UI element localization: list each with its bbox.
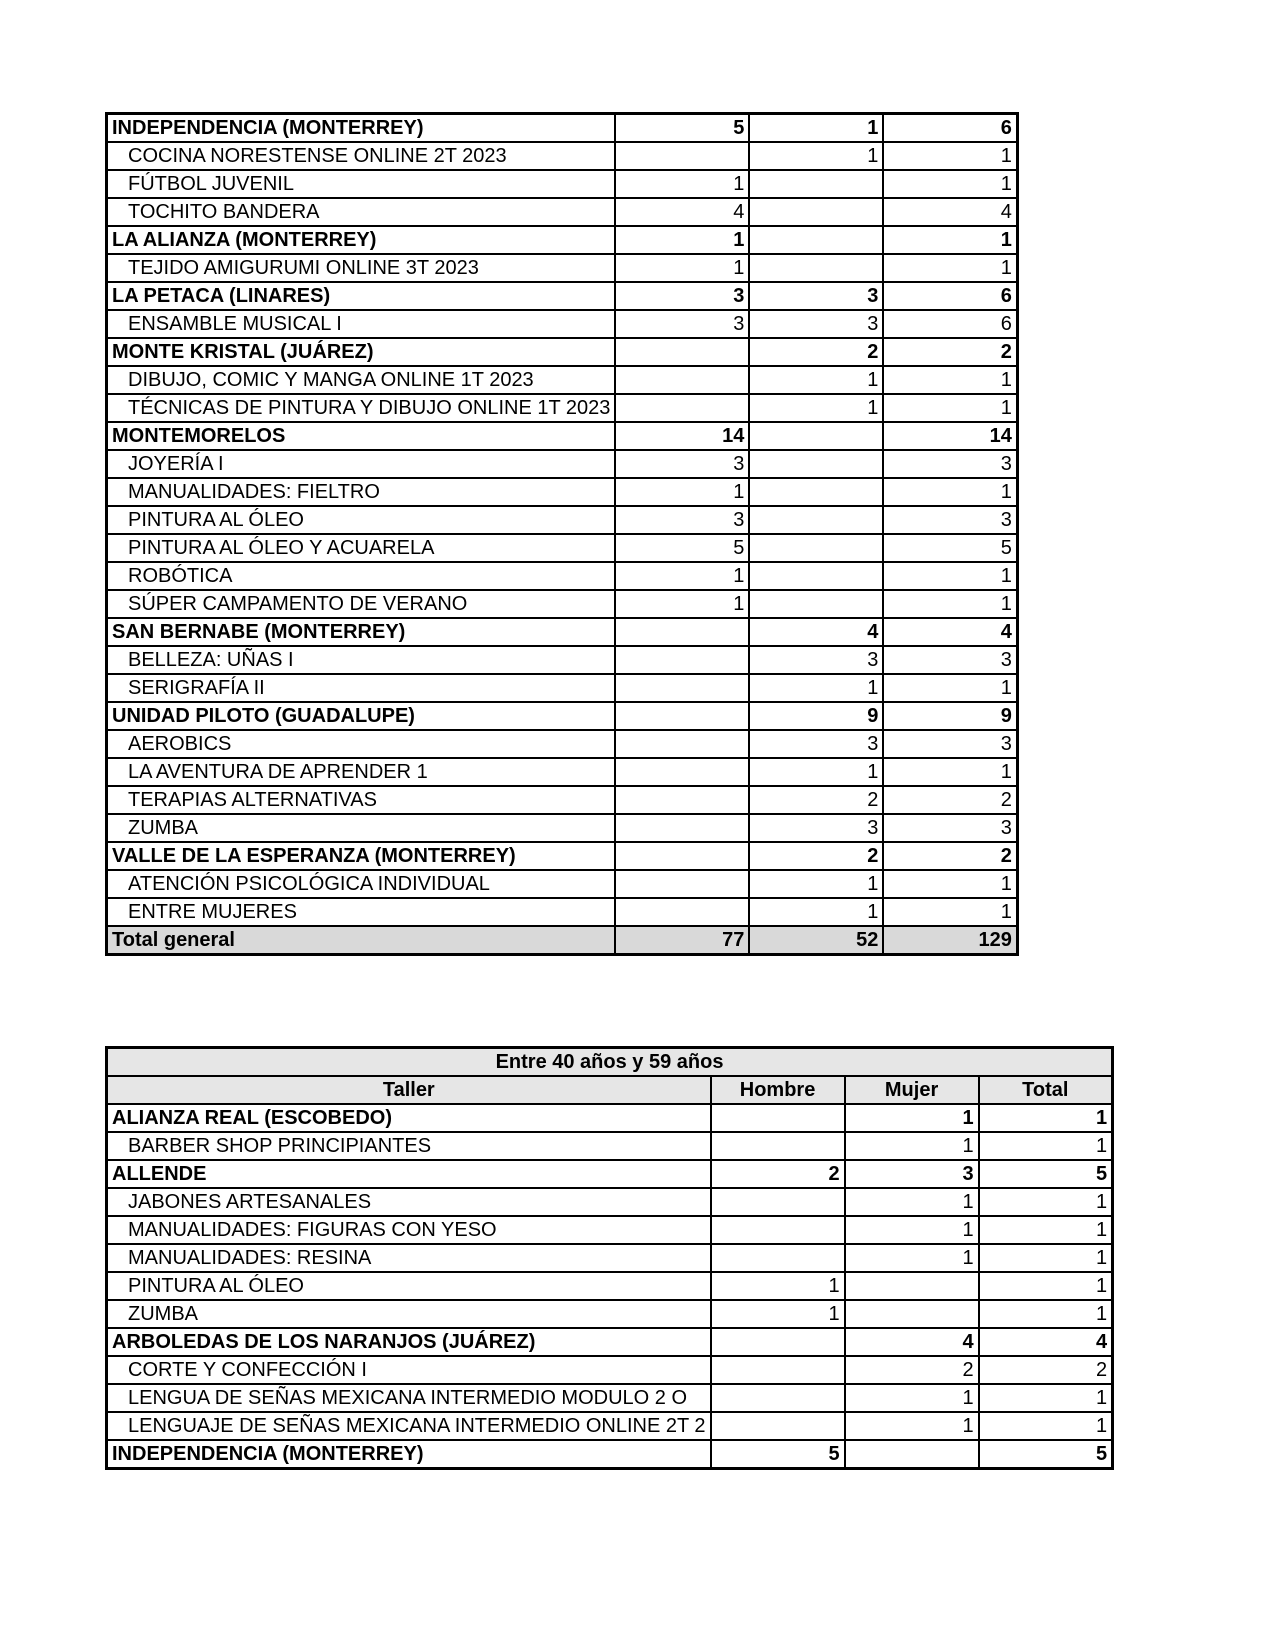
cell-mujer: 2 xyxy=(845,1356,979,1384)
cell-taller: SERIGRAFÍA II xyxy=(107,674,616,702)
cell-mujer: 1 xyxy=(749,394,883,422)
cell-mujer: 1 xyxy=(749,758,883,786)
cell-hombre xyxy=(711,1216,845,1244)
cell-hombre xyxy=(615,758,749,786)
cell-hombre xyxy=(615,702,749,730)
cell-total: 1 xyxy=(979,1132,1113,1160)
cell-taller: LA ALIANZA (MONTERREY) xyxy=(107,226,616,254)
cell-hombre xyxy=(615,674,749,702)
cell-total: 4 xyxy=(883,198,1017,226)
cell-hombre xyxy=(615,786,749,814)
cell-hombre: 3 xyxy=(615,506,749,534)
cell-taller: LA PETACA (LINARES) xyxy=(107,282,616,310)
cell-taller: ROBÓTICA xyxy=(107,562,616,590)
table-row xyxy=(107,590,1018,618)
cell-total: 1 xyxy=(883,562,1017,590)
cell-hombre: 3 xyxy=(615,310,749,338)
cell-total: 1 xyxy=(883,170,1017,198)
cell-total: 6 xyxy=(883,282,1017,310)
cell-taller: CORTE Y CONFECCIÓN I xyxy=(107,1356,711,1384)
table-row xyxy=(107,534,1018,562)
cell-total: 1 xyxy=(979,1216,1113,1244)
cell-total: 1 xyxy=(883,898,1017,926)
cell-mujer: 3 xyxy=(749,646,883,674)
group-row xyxy=(107,1328,1113,1356)
cell-mujer: 4 xyxy=(749,618,883,646)
cell-total: 1 xyxy=(883,758,1017,786)
cell-taller: ATENCIÓN PSICOLÓGICA INDIVIDUAL xyxy=(107,870,616,898)
table-row xyxy=(107,870,1018,898)
header-hombre: Hombre xyxy=(711,1076,845,1104)
cell-taller: PINTURA AL ÓLEO xyxy=(107,506,616,534)
cell-hombre: 1 xyxy=(711,1300,845,1328)
cell-hombre: 1 xyxy=(615,478,749,506)
cell-hombre xyxy=(615,142,749,170)
table-row xyxy=(107,1412,1113,1440)
cell-mujer: 1 xyxy=(845,1132,979,1160)
cell-mujer xyxy=(845,1440,979,1469)
cell-hombre: 4 xyxy=(615,198,749,226)
cell-total: 1 xyxy=(883,394,1017,422)
cell-hombre xyxy=(615,394,749,422)
cell-taller: UNIDAD PILOTO (GUADALUPE) xyxy=(107,702,616,730)
cell-mujer xyxy=(749,226,883,254)
cell-hombre xyxy=(711,1104,845,1132)
cell-taller: ZUMBA xyxy=(107,814,616,842)
cell-hombre xyxy=(615,618,749,646)
cell-hombre xyxy=(615,730,749,758)
group-row xyxy=(107,338,1018,366)
cell-taller: JABONES ARTESANALES xyxy=(107,1188,711,1216)
cell-hombre xyxy=(615,646,749,674)
table-body xyxy=(107,1104,1113,1469)
cell-taller: PINTURA AL ÓLEO Y ACUARELA xyxy=(107,534,616,562)
cell-mujer: 1 xyxy=(845,1188,979,1216)
cell-hombre xyxy=(711,1132,845,1160)
cell-mujer: 1 xyxy=(845,1412,979,1440)
cell-hombre: 1 xyxy=(711,1272,845,1300)
cell-taller: TÉCNICAS DE PINTURA Y DIBUJO ONLINE 1T 2023 xyxy=(107,394,616,422)
cell-mujer: 1 xyxy=(845,1244,979,1272)
cell-taller: Total general xyxy=(107,926,616,955)
cell-taller: MONTEMORELOS xyxy=(107,422,616,450)
cell-total: 1 xyxy=(979,1244,1113,1272)
cell-total: 1 xyxy=(979,1272,1113,1300)
cell-total: 1 xyxy=(979,1188,1113,1216)
table-row xyxy=(107,898,1018,926)
group-row xyxy=(107,1440,1113,1469)
cell-total: 5 xyxy=(883,534,1017,562)
group-row xyxy=(107,422,1018,450)
cell-total: 1 xyxy=(883,590,1017,618)
workshop-table-age-40-59 xyxy=(105,1046,1114,1470)
cell-mujer: 1 xyxy=(845,1384,979,1412)
group-row xyxy=(107,842,1018,870)
cell-total: 1 xyxy=(979,1104,1113,1132)
cell-taller: MANUALIDADES: FIGURAS CON YESO xyxy=(107,1216,711,1244)
cell-mujer: 1 xyxy=(845,1216,979,1244)
cell-hombre xyxy=(615,338,749,366)
cell-hombre xyxy=(615,870,749,898)
table-row xyxy=(107,170,1018,198)
cell-hombre xyxy=(711,1188,845,1216)
group-row xyxy=(107,1104,1113,1132)
header-taller: Taller xyxy=(107,1076,711,1104)
table-row xyxy=(107,450,1018,478)
cell-taller: MANUALIDADES: RESINA xyxy=(107,1244,711,1272)
cell-total: 3 xyxy=(883,506,1017,534)
cell-hombre xyxy=(615,366,749,394)
cell-total: 3 xyxy=(883,450,1017,478)
group-row xyxy=(107,282,1018,310)
cell-total: 4 xyxy=(979,1328,1113,1356)
cell-total: 3 xyxy=(883,730,1017,758)
cell-total: 1 xyxy=(883,674,1017,702)
table-row xyxy=(107,1244,1113,1272)
cell-mujer xyxy=(749,590,883,618)
cell-taller: BELLEZA: UÑAS I xyxy=(107,646,616,674)
cell-hombre: 5 xyxy=(615,534,749,562)
cell-mujer: 3 xyxy=(749,310,883,338)
cell-taller: SÚPER CAMPAMENTO DE VERANO xyxy=(107,590,616,618)
cell-hombre xyxy=(711,1328,845,1356)
cell-total: 1 xyxy=(883,366,1017,394)
cell-hombre: 3 xyxy=(615,282,749,310)
cell-taller: TOCHITO BANDERA xyxy=(107,198,616,226)
cell-taller: SAN BERNABE (MONTERREY) xyxy=(107,618,616,646)
cell-taller: JOYERÍA I xyxy=(107,450,616,478)
cell-total: 1 xyxy=(883,478,1017,506)
cell-taller: LA AVENTURA DE APRENDER 1 xyxy=(107,758,616,786)
cell-total: 5 xyxy=(979,1160,1113,1188)
cell-mujer: 2 xyxy=(749,786,883,814)
table-title: Entre 40 años y 59 años xyxy=(107,1048,1113,1077)
cell-mujer: 3 xyxy=(749,730,883,758)
cell-total: 1 xyxy=(979,1384,1113,1412)
cell-hombre: 5 xyxy=(615,114,749,143)
cell-hombre: 77 xyxy=(615,926,749,955)
table-row xyxy=(107,310,1018,338)
cell-total: 2 xyxy=(883,338,1017,366)
cell-hombre: 2 xyxy=(711,1160,845,1188)
cell-hombre: 1 xyxy=(615,590,749,618)
cell-mujer xyxy=(749,170,883,198)
cell-total: 1 xyxy=(979,1300,1113,1328)
cell-mujer xyxy=(749,254,883,282)
table-row xyxy=(107,254,1018,282)
cell-taller: INDEPENDENCIA (MONTERREY) xyxy=(107,1440,711,1469)
cell-taller: ENTRE MUJERES xyxy=(107,898,616,926)
cell-total: 1 xyxy=(883,870,1017,898)
cell-total: 2 xyxy=(883,786,1017,814)
cell-taller: ZUMBA xyxy=(107,1300,711,1328)
cell-mujer: 3 xyxy=(749,814,883,842)
cell-mujer: 4 xyxy=(845,1328,979,1356)
table-row xyxy=(107,394,1018,422)
cell-total: 1 xyxy=(979,1412,1113,1440)
cell-taller: DIBUJO, COMIC Y MANGA ONLINE 1T 2023 xyxy=(107,366,616,394)
cell-mujer: 1 xyxy=(845,1104,979,1132)
cell-mujer: 1 xyxy=(749,114,883,143)
cell-mujer: 1 xyxy=(749,366,883,394)
cell-hombre: 3 xyxy=(615,450,749,478)
table-row xyxy=(107,1384,1113,1412)
cell-mujer: 1 xyxy=(749,142,883,170)
cell-taller: VALLE DE LA ESPERANZA (MONTERREY) xyxy=(107,842,616,870)
cell-mujer: 9 xyxy=(749,702,883,730)
cell-hombre xyxy=(615,842,749,870)
cell-taller: MANUALIDADES: FIELTRO xyxy=(107,478,616,506)
cell-mujer: 1 xyxy=(749,870,883,898)
cell-mujer: 52 xyxy=(749,926,883,955)
table-row xyxy=(107,1300,1113,1328)
cell-mujer xyxy=(749,506,883,534)
header-mujer: Mujer xyxy=(845,1076,979,1104)
table-row xyxy=(107,198,1018,226)
header-total: Total xyxy=(979,1076,1113,1104)
table-row xyxy=(107,1272,1113,1300)
cell-hombre xyxy=(711,1412,845,1440)
cell-total: 5 xyxy=(979,1440,1113,1469)
cell-taller: INDEPENDENCIA (MONTERREY) xyxy=(107,114,616,143)
cell-mujer xyxy=(749,478,883,506)
table-row xyxy=(107,646,1018,674)
cell-mujer: 2 xyxy=(749,842,883,870)
group-row xyxy=(107,114,1018,143)
cell-total: 2 xyxy=(883,842,1017,870)
cell-total: 1 xyxy=(883,142,1017,170)
table-title-row xyxy=(107,1048,1113,1077)
table-row xyxy=(107,506,1018,534)
cell-mujer xyxy=(749,422,883,450)
cell-mujer: 2 xyxy=(749,338,883,366)
table-row xyxy=(107,1188,1113,1216)
cell-total: 6 xyxy=(883,310,1017,338)
cell-taller: LENGUA DE SEÑAS MEXICANA INTERMEDIO MODULO 2 O xyxy=(107,1384,711,1412)
cell-hombre: 1 xyxy=(615,562,749,590)
group-row xyxy=(107,1160,1113,1188)
header-row xyxy=(107,1076,1113,1104)
cell-hombre: 14 xyxy=(615,422,749,450)
cell-mujer xyxy=(845,1300,979,1328)
cell-total: 3 xyxy=(883,814,1017,842)
cell-hombre: 5 xyxy=(711,1440,845,1469)
cell-total: 4 xyxy=(883,618,1017,646)
cell-total: 129 xyxy=(883,926,1017,955)
cell-taller: ARBOLEDAS DE LOS NARANJOS (JUÁREZ) xyxy=(107,1328,711,1356)
group-row xyxy=(107,226,1018,254)
cell-total: 1 xyxy=(883,254,1017,282)
cell-mujer: 3 xyxy=(749,282,883,310)
cell-mujer xyxy=(749,562,883,590)
table-row xyxy=(107,1216,1113,1244)
group-row xyxy=(107,618,1018,646)
table-row xyxy=(107,814,1018,842)
cell-total: 2 xyxy=(979,1356,1113,1384)
table-row xyxy=(107,1132,1113,1160)
table-row xyxy=(107,366,1018,394)
cell-mujer: 1 xyxy=(749,898,883,926)
cell-hombre xyxy=(711,1244,845,1272)
cell-taller: FÚTBOL JUVENIL xyxy=(107,170,616,198)
table-row xyxy=(107,1356,1113,1384)
table-row xyxy=(107,478,1018,506)
cell-mujer: 1 xyxy=(749,674,883,702)
cell-taller: MONTE KRISTAL (JUÁREZ) xyxy=(107,338,616,366)
table-row xyxy=(107,674,1018,702)
cell-hombre: 1 xyxy=(615,170,749,198)
cell-hombre xyxy=(615,814,749,842)
cell-hombre: 1 xyxy=(615,254,749,282)
cell-total: 14 xyxy=(883,422,1017,450)
cell-hombre xyxy=(615,898,749,926)
cell-hombre: 1 xyxy=(615,226,749,254)
group-row xyxy=(107,702,1018,730)
cell-total: 9 xyxy=(883,702,1017,730)
table-row xyxy=(107,562,1018,590)
cell-mujer xyxy=(749,450,883,478)
workshop-table-1 xyxy=(105,112,1019,956)
total-row xyxy=(107,926,1018,955)
cell-mujer xyxy=(749,198,883,226)
cell-mujer: 3 xyxy=(845,1160,979,1188)
cell-taller: BARBER SHOP PRINCIPIANTES xyxy=(107,1132,711,1160)
cell-hombre xyxy=(711,1356,845,1384)
cell-total: 6 xyxy=(883,114,1017,143)
table-row xyxy=(107,142,1018,170)
table-row xyxy=(107,786,1018,814)
cell-taller: ALIANZA REAL (ESCOBEDO) xyxy=(107,1104,711,1132)
cell-taller: ALLENDE xyxy=(107,1160,711,1188)
table-row xyxy=(107,730,1018,758)
cell-total: 3 xyxy=(883,646,1017,674)
cell-mujer xyxy=(749,534,883,562)
cell-total: 1 xyxy=(883,226,1017,254)
cell-taller: TEJIDO AMIGURUMI ONLINE 3T 2023 xyxy=(107,254,616,282)
cell-hombre xyxy=(711,1384,845,1412)
cell-mujer xyxy=(845,1272,979,1300)
cell-taller: AEROBICS xyxy=(107,730,616,758)
cell-taller: COCINA NORESTENSE ONLINE 2T 2023 xyxy=(107,142,616,170)
cell-taller: PINTURA AL ÓLEO xyxy=(107,1272,711,1300)
cell-taller: ENSAMBLE MUSICAL I xyxy=(107,310,616,338)
table-body xyxy=(107,114,1018,955)
table-row xyxy=(107,758,1018,786)
cell-taller: TERAPIAS ALTERNATIVAS xyxy=(107,786,616,814)
cell-taller: LENGUAJE DE SEÑAS MEXICANA INTERMEDIO ONLINE 2T 2 xyxy=(107,1412,711,1440)
